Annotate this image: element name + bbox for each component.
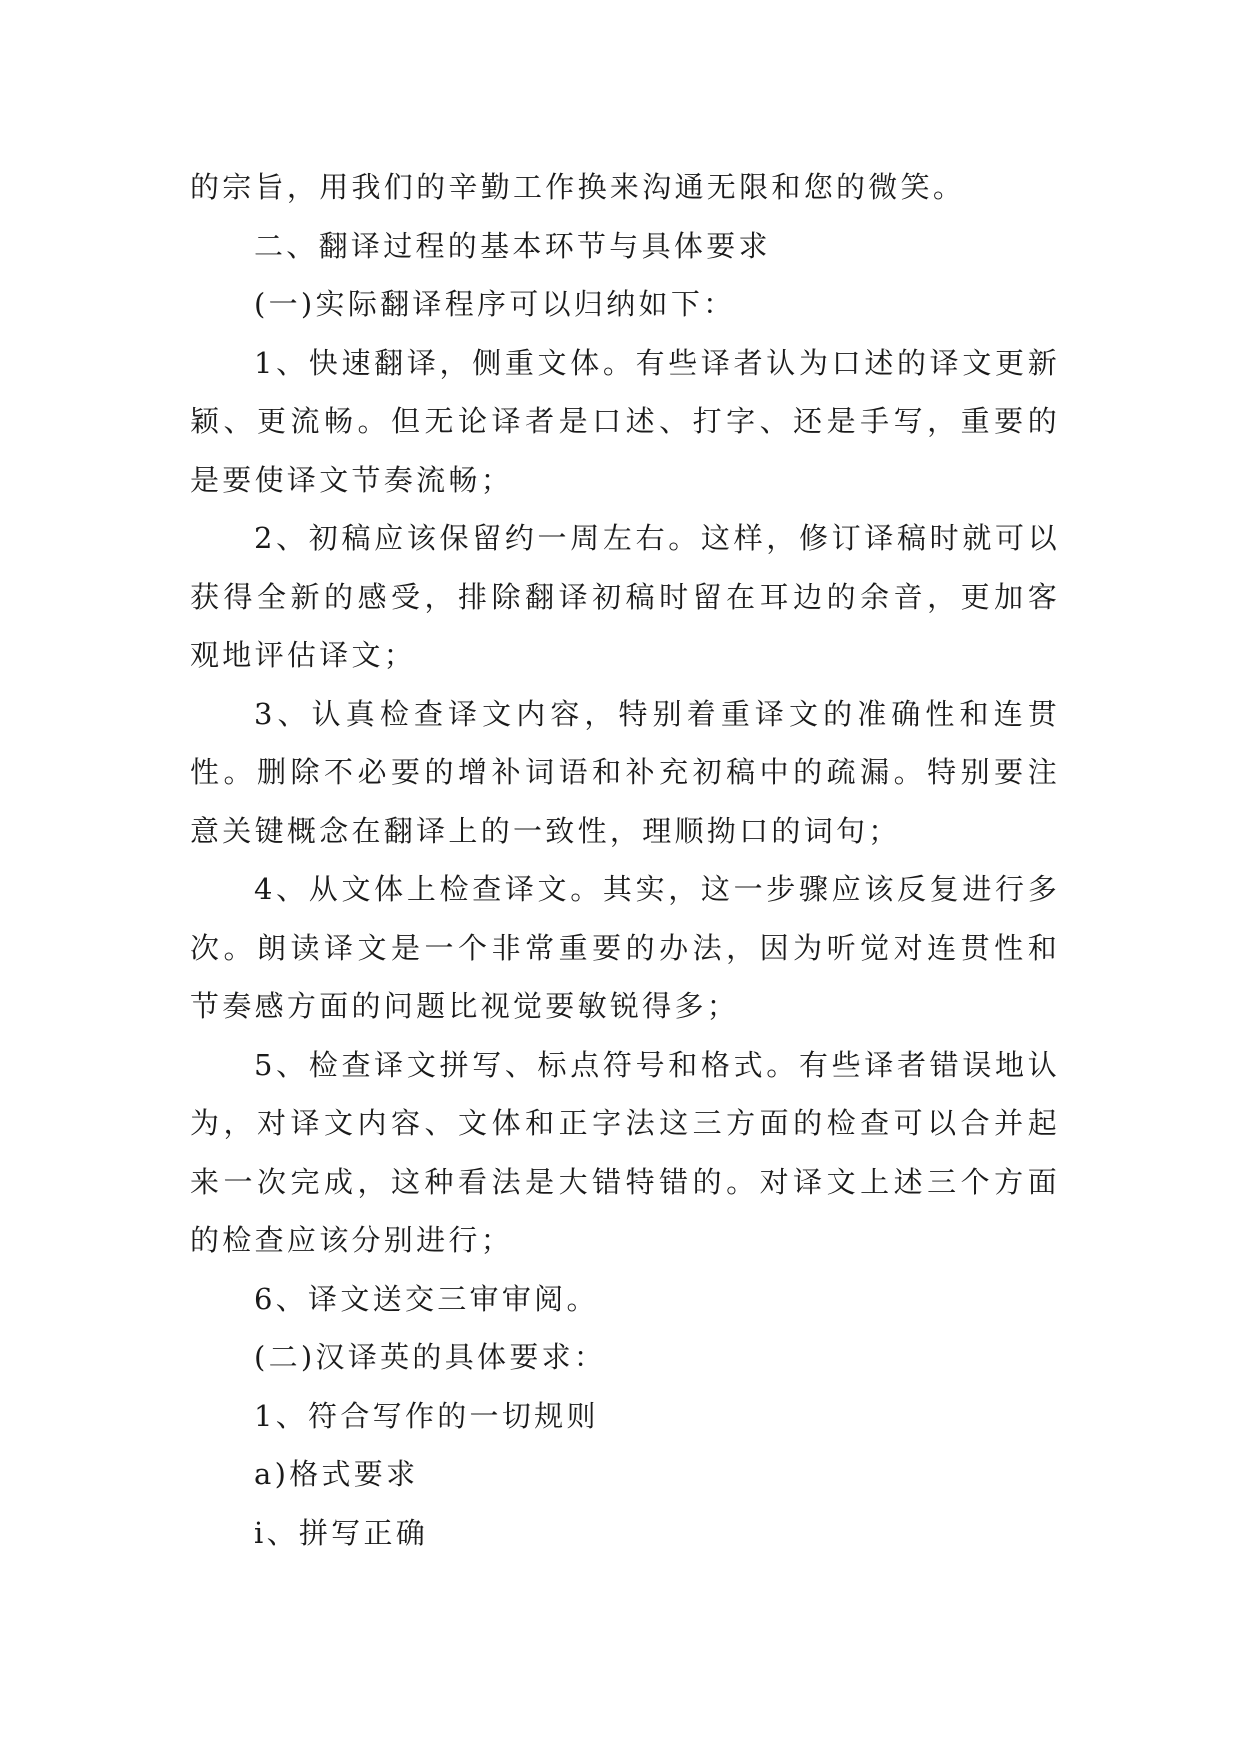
- list-item-step-1: 1、快速翻译，侧重文体。有些译者认为口述的译文更新颖、更流畅。但无论译者是口述、打字、还是手写，重要的是要使译文节奏流畅；: [190, 345, 1060, 497]
- list-item-step-3: 3、认真检查译文内容，特别着重译文的准确性和连贯性。删除不必要的增补词语和补充初稿中的疏漏。特别要注意关键概念在翻译上的一致性，理顺拗口的词句；: [190, 696, 1060, 848]
- list-item-step-2: 2、初稿应该保留约一周左右。这样，修订译稿时就可以获得全新的感受，排除翻译初稿时留在耳边的余音，更加客观地评估译文；: [190, 521, 1060, 672]
- list-item-requirement-1a: a)格式要求: [254, 1457, 419, 1491]
- list-item-requirement-1a-i: i、拼写正确: [254, 1515, 429, 1550]
- list-item-requirement-1: 1、符合写作的一切规则: [254, 1398, 599, 1433]
- list-item-step-5: 5、检查译文拼写、标点符号和格式。有些译者错误地认为，对译文内容、文体和正字法这三方面的检查可以合并起来一次完成，这种看法是大错特错的。对译文上述三个方面的检查应该分别进行；: [190, 1047, 1060, 1257]
- subheading-procedure: (一)实际翻译程序可以归纳如下：: [254, 287, 736, 321]
- section-heading: 二、翻译过程的基本环节与具体要求: [254, 228, 771, 263]
- paragraph-continuation: 的宗旨，用我们的辛勤工作换来沟通无限和您的微笑。: [190, 170, 966, 204]
- list-item-step-4: 4、从文体上检查译文。其实，这一步骤应该反复进行多次。朗读译文是一个非常重要的办法，因为听觉对连贯性和节奏感方面的问题比视觉要敏锐得多；: [190, 872, 1060, 1023]
- list-item-step-6: 6、译文送交三审审阅。: [254, 1281, 599, 1316]
- document-page: [190, 158, 1060, 1562]
- subheading-requirements: (二)汉译英的具体要求：: [254, 1340, 607, 1374]
